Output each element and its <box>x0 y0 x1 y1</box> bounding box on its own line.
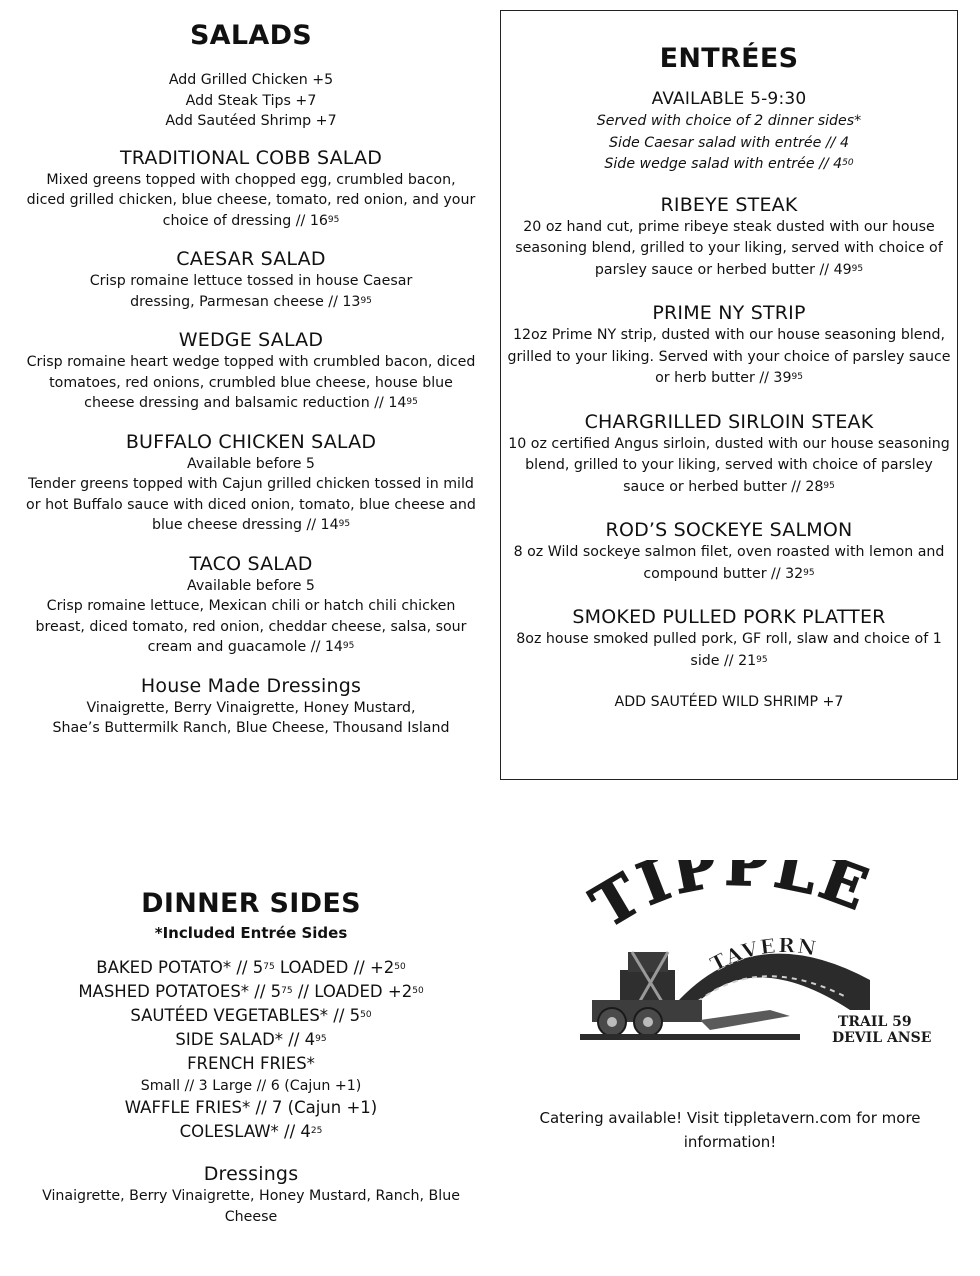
sides-subtitle: *Included Entrée Sides <box>154 924 348 942</box>
price-cents: 95 <box>823 480 835 491</box>
item-desc: seasoning blend, grilled to your liking, served with choice of <box>515 240 943 256</box>
item-name: TACO SALAD <box>189 552 313 575</box>
item-desc: Crisp romaine lettuce tossed in house Caesar <box>89 273 413 289</box>
item-availability: Available before 5 <box>187 455 315 472</box>
item-desc: diced grilled chicken, blue cheese, tomato, red onion, and your <box>26 192 476 208</box>
price-cents: 95 <box>851 263 864 274</box>
side-french-fries: FRENCH FRIES* <box>187 1054 315 1073</box>
logo-sub: TAVERN <box>706 933 820 977</box>
item-desc: or hot Buffalo sauce with diced onion, tomato, blue cheese and <box>26 496 476 513</box>
side-vegetables: SAUTÉED VEGETABLES* // $5^{50}$ <box>130 1006 372 1025</box>
item-desc: Tender greens topped with Cajun grilled chicken tossed in mild <box>28 476 474 492</box>
item-desc: blend, grilled to your liking, served with choice of parsley <box>525 457 933 473</box>
dressings-title: House Made Dressings <box>140 674 362 697</box>
side-waffle-fries: WAFFLE FRIES* // 7 (Cajun +1) <box>124 1098 378 1117</box>
menu-item-prime-ny-strip <box>501 301 957 390</box>
item-desc: side // $21^{95}$ <box>690 652 768 669</box>
menu-item-wedge-salad <box>25 328 477 414</box>
item-desc: blue cheese dressing // $14^{95}$ <box>151 517 351 533</box>
price-cents: 95 <box>342 641 355 651</box>
menu-item-ribeye-steak <box>501 193 957 282</box>
price-cents: 95 <box>406 397 418 407</box>
tipple-tavern-logo <box>520 860 940 1060</box>
catering-text: information! <box>683 1133 777 1151</box>
price-cents: 50 <box>842 158 854 168</box>
menu-item-buffalo-chicken-salad <box>25 430 477 536</box>
item-desc: Mixed greens topped with chopped egg, crumbled bacon, <box>46 171 456 188</box>
addon-line: Add Sautéed Shrimp +7 <box>165 113 337 129</box>
item-desc: grilled to your liking. Served with your choice of parsley sauce <box>507 348 951 365</box>
entrees-title: ENTRÉES <box>659 43 799 74</box>
item-desc: cheese dressing and balsamic reduction // $14^{95}$ <box>84 395 418 411</box>
entrees-availability: AVAILABLE 5-9:30 <box>651 89 807 109</box>
item-desc: 20 oz hand cut, prime ribeye steak dusted with our house <box>523 218 935 235</box>
item-desc: choice of dressing // $16^{95}$ <box>162 212 340 229</box>
item-desc: 10 oz certified Angus sirloin, dusted with our house seasoning <box>508 435 950 452</box>
price-cents: 95 <box>327 214 340 225</box>
item-desc: parsley sauce or herbed butter // $49^{95}$ <box>594 261 864 278</box>
item-name: WEDGE SALAD <box>178 329 324 351</box>
menu-item-taco-salad <box>25 552 477 658</box>
entrees-note: Side Caesar salad with entrée // 4 <box>609 134 849 151</box>
sides-title: DINNER SIDES <box>141 888 361 919</box>
entrees-addon: ADD SAUTÉED WILD SHRIMP +7 <box>614 694 844 710</box>
menu-item-sockeye-salmon <box>501 518 957 585</box>
item-name: TRADITIONAL COBB SALAD <box>119 146 383 169</box>
logo-place: DEVIL ANSE <box>832 1030 932 1046</box>
dinner-sides-section <box>25 886 477 1227</box>
item-desc: 12oz Prime NY strip, dusted with our house seasoning blend, <box>513 327 945 343</box>
item-name: BUFFALO CHICKEN SALAD <box>125 430 377 453</box>
menu-item-caesar-salad <box>25 247 477 312</box>
svg-text:TIPPLE <box>580 860 880 941</box>
item-desc: Crisp romaine lettuce, Mexican chili or hatch chili chicken <box>46 598 456 614</box>
house-dressings <box>25 674 477 739</box>
salads-section <box>25 18 477 739</box>
price-cents: 95 <box>803 567 815 578</box>
item-name: SMOKED PULLED PORK PLATTER <box>572 606 886 628</box>
item-name: CAESAR SALAD <box>176 248 326 270</box>
side-coleslaw: COLESLAW* // $4^{25}$ <box>179 1122 323 1141</box>
logo-name: TIPPLE <box>580 860 880 942</box>
item-name: RIBEYE STEAK <box>660 193 798 216</box>
item-desc: cream and guacamole // $14^{95}$ <box>147 639 355 655</box>
price-cents: 95 <box>791 372 803 382</box>
item-desc: compound butter // $32^{95}$ <box>643 565 815 582</box>
menu-item-cobb-salad <box>25 146 477 232</box>
price-cents: 95 <box>360 295 372 306</box>
addon-line: Add Grilled Chicken +5 <box>168 72 334 88</box>
addon-line: Add Steak Tips +7 <box>185 92 317 109</box>
dressings-list: Shae’s Buttermilk Ranch, Blue Cheese, Thousand Island <box>52 720 450 736</box>
catering-text: Catering available! Visit tippletavern.com for more <box>539 1109 921 1127</box>
salads-title: SALADS <box>189 20 313 51</box>
item-desc: tomatoes, red onions, crumbled blue cheese, house blue <box>49 374 453 391</box>
item-name: CHARGRILLED SIRLOIN STEAK <box>584 410 874 433</box>
dressings-list: Vinaigrette, Berry Vinaigrette, Honey Mustard, <box>86 699 416 716</box>
item-desc: breast, diced tomato, red onion, cheddar cheese, salsa, sour <box>35 618 467 635</box>
menu-item-chargrilled-sirloin <box>501 410 957 499</box>
side-salad: SIDE SALAD* // $4^{95}$ <box>175 1030 327 1049</box>
item-desc: sauce or herbed butter // $28^{95}$ <box>623 478 835 495</box>
price-cents: 95 <box>756 654 768 665</box>
entrees-section <box>500 10 958 780</box>
item-desc: Crisp romaine heart wedge topped with crumbled bacon, diced <box>26 354 476 370</box>
side-fries-sizes: Small // 3 Large // 6 (Cajun +1) <box>140 1078 362 1094</box>
entrees-note: Side wedge salad with entrée // $4^{50}$ <box>604 156 854 172</box>
sides-dressings-list: Vinaigrette, Berry Vinaigrette, Honey Mustard, Ranch, Blue <box>42 1188 460 1204</box>
item-desc: 8 oz Wild sockeye salmon filet, oven roasted with lemon and <box>513 544 945 560</box>
item-desc: dressing, Parmesan cheese // $13^{95}$ <box>130 293 372 310</box>
item-desc: 8oz house smoked pulled pork, GF roll, slaw and choice of 1 <box>516 631 942 647</box>
logo-area <box>520 860 940 1154</box>
side-mashed-potatoes: MASHED POTATOES* // $5^{75}$ // LOADED $+2^{50}$ <box>78 982 424 1001</box>
sides-dressings-list: Cheese <box>224 1208 278 1225</box>
side-baked-potato: BAKED POTATO* // $5^{75}$ LOADED // $+2^{50}$ <box>96 958 406 977</box>
item-availability: Available before 5 <box>187 577 315 594</box>
item-name: PRIME NY STRIP <box>652 302 806 324</box>
sides-dressings-title: Dressings <box>203 1163 299 1185</box>
menu-item-pulled-pork-platter <box>501 605 957 672</box>
logo-trail: TRAIL 59 <box>838 1014 912 1030</box>
item-desc: or herb butter // $39^{95}$ <box>655 370 803 386</box>
entrees-note: Served with choice of 2 dinner sides* <box>596 113 862 129</box>
price-cents: 95 <box>338 519 351 529</box>
item-name: ROD’S SOCKEYE SALMON <box>605 519 853 541</box>
